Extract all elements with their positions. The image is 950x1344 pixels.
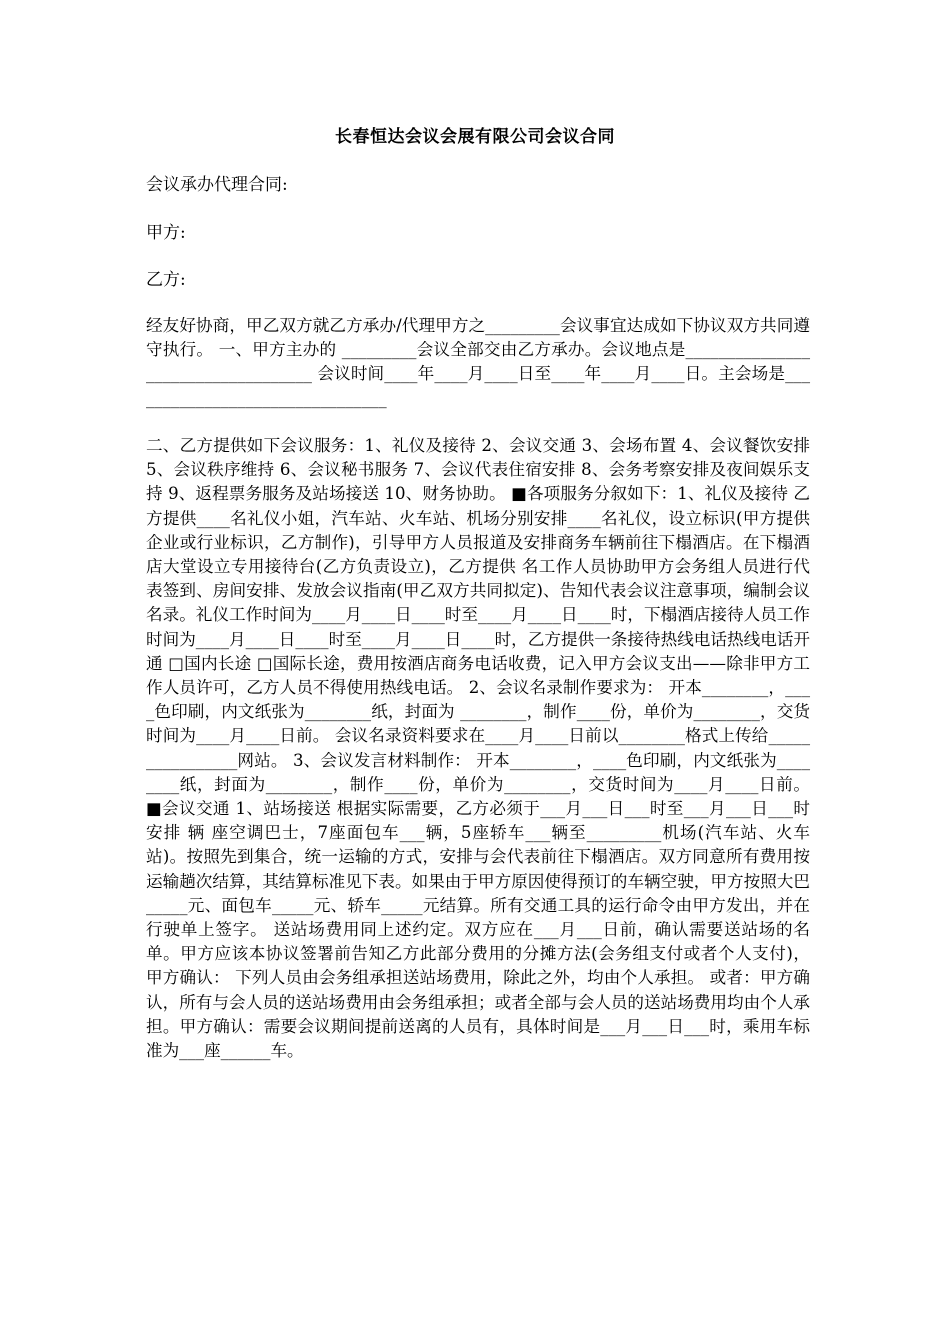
party-a-label: 甲方:	[146, 223, 186, 243]
services-paragraph: 二、乙方提供如下会议服务：1、礼仪及接待 2、会议交通 3、会场布置 4、会议餐饮安排 5、会议秩序维持 6、会议秘书服务 7、会议代表住宿安排 8、会务考察安排及夜间娱乐支持 9、返程票务服务及站场接送 10、财务协助。 ■各项服务分叙如下：1、礼仪及接待 乙方提供____名礼仪小姐，汽车站、火车站、机场分别安排____名礼仪，设立标识(甲方提供企业或行业标识，乙方制作)，引导甲方人员报道及安排商务车辆前往下榻酒店。在下榻酒店大堂设立专用接待台(乙方负责设立)，乙方提供 名工作人员协助甲方会务组人员进行代表签到、房间安排、发放会议指南(甲乙双方共同拟定)、告知代表会议注意事项，编制会议名录。礼仪工作时间为____月____日____时至____月____日____时，下榻酒店接待人员工作时间为____月____日____时至____月____日____时，乙方提供一条接待热线电话热线电话开通 □国内长途 □国际长途，费用按酒店商务电话收费，记入甲方会议支出——除非甲方工作人员许可，乙方人员不得使用热线电话。 2、会议名录制作要求为： 开本________，____色印刷，内文纸张为________纸，封面为 ________，制作____份，单价为________，交货时间为____月____日前。 会议名录资料要求在____月____日前以________格式上传给________________网站。 3、会议发言材料制作： 开本________，____色印刷，内文纸张为________纸，封面为________，制作____份，单价为________，交货时间为____月____日前。 ■会议交通 1、站场接送 根据实际需要，乙方必须于___月___日___时至___月___日___时安排 辆 座空调巴士，7座面包车___辆，5座轿车___辆至_________机场(汽车站、火车站)。按照先到集合，统一运输的方式，安排与会代表前往下榻酒店。双方同意所有费用按运输趟次结算，其结算标准见下表。如果由于甲方原因使得预订的车辆空驶，甲方按照大巴_____元、面包车_____元、轿车_____元结算。所有交通工具的运行命令由甲方发出，并在行驶单上签字。 送站场费用同上述约定。双方应在___月___日前，确认需要送站场的名单。甲方应该本协议签署前告知乙方此部分费用的分摊方法(会务组支付或者个人支付)， 甲方确认： 下列人员由会务组承担送站场费用，除此之外，均由个人承担。 或者：甲方确认，所有与会人员的送站场费用由会务组承担；或者全部与会人员的送站场费用均由个人承担。甲方确认：需要会议期间提前送离的人员有，具体时间是___月___日___时，乘用车标准为___座______车。	[146, 436, 810, 1061]
contract-type-label: 会议承办代理合同:	[146, 175, 288, 195]
document-title: 长春恒达会议会展有限公司会议合同	[335, 127, 615, 147]
agreement-intro-paragraph: 经友好协商，甲乙双方就乙方承办/代理甲方之_________会议事宜达成如下协议双方共同遵守执行。 一、甲方主办的 _________会议全部交由乙方承办。会议地点是___________________________________ 会议时间____年____月____日至____年____月____日。主会场是________________________________	[146, 316, 810, 408]
party-b-label: 乙方:	[146, 270, 186, 290]
